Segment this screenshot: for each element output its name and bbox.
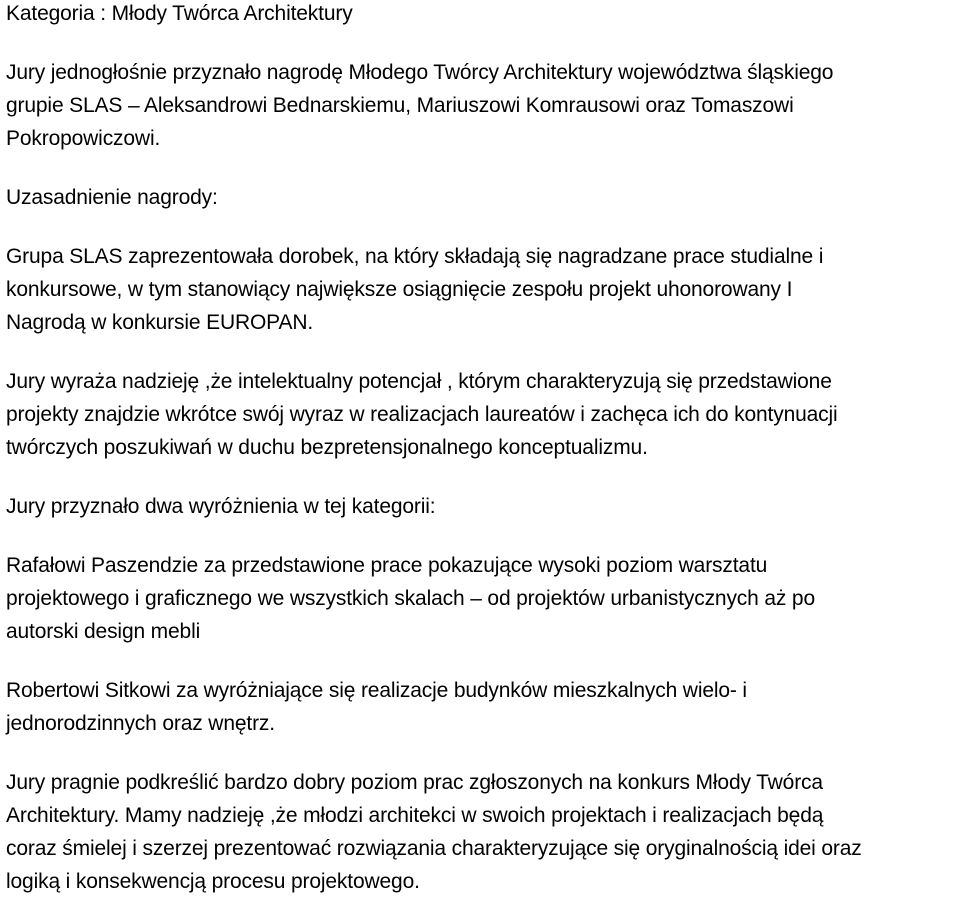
paragraph-line: jednorodzinnych oraz wnętrz. [6,712,275,735]
paragraph-line: projekty znajdzie wkrótce swój wyraz w realizacjach laureatów i zachęca ich do kontynuacji [6,403,838,426]
justification-heading: Uzasadnienie nagrody: [6,186,218,209]
paragraph-line: Jury jednogłośnie przyznało nagrodę Młodego Twórcy Architektury województwa śląskiego [6,61,834,84]
award-paragraph [6,56,960,155]
category-line: Kategoria : Młody Twórca Architektury [6,2,353,25]
paragraph-line: projektowego i graficznego we wszystkich skalach – od projektów urbanistycznych aż po [6,587,815,610]
paragraph-line: konkursowe, w tym stanowiący największe osiągnięcie zespołu projekt uhonorowany I [6,278,793,301]
paragraph-line: twórczych poszukiwań w duchu bezpretensjonalnego konceptualizmu. [6,436,648,459]
paragraph-line: Robertowi Sitkowi za wyróżniające się realizacje budynków mieszkalnych wielo- i [6,679,747,702]
paragraph-line: Pokropowiczowi. [6,127,161,150]
justification-paragraph [6,240,960,339]
paragraph-line: autorski design mebli [6,620,201,643]
distinctions-heading: Jury przyznało dwa wyróżnienia w tej kategorii: [6,495,436,518]
closing-paragraph [6,766,960,898]
paragraph-line: Jury pragnie podkreślić bardzo dobry poziom prac zgłoszonych na konkurs Młody Twórca [6,771,823,794]
paragraph-line: grupie SLAS – Aleksandrowi Bednarskiemu, Mariuszowi Komrausowi oraz Tomaszowi [6,94,794,117]
paragraph-line: Grupa SLAS zaprezentowała dorobek, na który składają się nagradzane prace studialne i [6,245,824,268]
distinction-sitek [6,674,960,740]
paragraph-line: Rafałowi Paszendzie za przedstawione prace pokazujące wysoki poziom warsztatu [6,554,768,577]
document-body [6,0,960,898]
paragraph-line: Architektury. Mamy nadzieję ,że młodzi architekci w swoich projektach i realizacjach będą [6,804,824,827]
paragraph-line: coraz śmielej i szerzej prezentować rozwiązania charakteryzujące się oryginalnością idei oraz [6,837,862,860]
paragraph-line: logiką i konsekwencją procesu projektowego. [6,870,420,893]
paragraph-line: Jury wyraża nadzieję ,że intelektualny potencjał , którym charakteryzują się przedstawione [6,370,832,393]
paragraph-line: Nagrodą w konkursie EUROPAN. [6,311,314,334]
hope-paragraph [6,365,960,464]
distinction-paszenda [6,549,960,648]
